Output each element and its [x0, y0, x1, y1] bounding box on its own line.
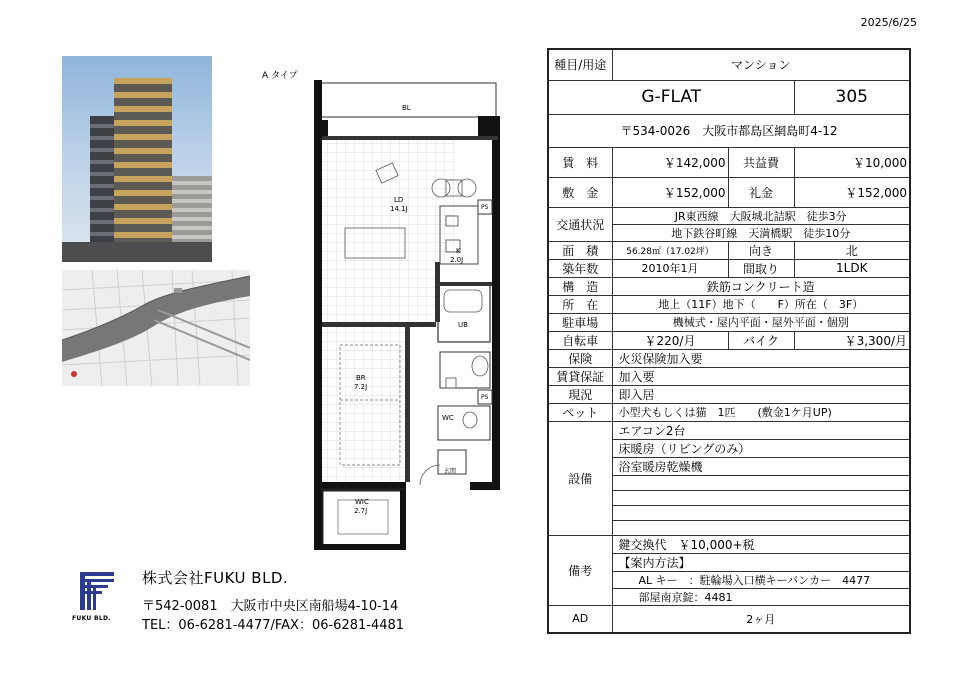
- direction-label: 向き: [728, 241, 794, 259]
- structure-label: 構 造: [548, 277, 612, 295]
- built-label: 築年数: [548, 259, 612, 277]
- layout-value: 1LDK: [794, 259, 910, 277]
- room-br-size: 7.2J: [354, 383, 368, 391]
- key-money-value: ￥152,000: [794, 177, 910, 207]
- plan-type-label: A タイプ: [262, 71, 298, 81]
- transport-line-1: JR東西線 大阪城北詰駅 徒歩3分: [612, 207, 910, 224]
- area-label: 面 積: [548, 241, 612, 259]
- transport-label: 交通状況: [548, 207, 612, 241]
- status-label: 現況: [548, 385, 612, 403]
- room-ld-size: 14.1J: [390, 205, 408, 213]
- key-money-label: 礼金: [728, 177, 794, 207]
- status-value: 即入居: [612, 385, 910, 403]
- room-ps-2: PS: [481, 394, 489, 401]
- room-k-size: 2.0J: [450, 256, 464, 264]
- room-wic-size: 2.7J: [354, 507, 368, 515]
- equipment-item: エアコン2台: [612, 421, 910, 439]
- guarantee-label: 賃貸保証: [548, 367, 612, 385]
- guarantee-value: 加入要: [612, 367, 910, 385]
- bicycle-value: ￥220/月: [612, 331, 728, 349]
- company-address: 〒542-0081 大阪市中央区南船場4-10-14: [142, 599, 399, 614]
- category-label: 種目/用途: [548, 49, 612, 80]
- deposit-value: ￥152,000: [612, 177, 728, 207]
- property-address: 〒534-0026 大阪市都島区網島町4-12: [548, 114, 910, 147]
- equipment-empty: [612, 490, 910, 505]
- remarks-line: 【案内方法】: [612, 553, 910, 571]
- layout-label: 間取り: [728, 259, 794, 277]
- room-br: BR: [356, 374, 366, 382]
- room-entrance: 玄関: [444, 468, 457, 475]
- equipment-item: 床暖房（リビングのみ）: [612, 439, 910, 457]
- company-name: 株式会社FUKU BLD.: [142, 569, 289, 587]
- equipment-empty: [612, 520, 910, 535]
- room-number: 305: [794, 80, 910, 114]
- built-value: 2010年1月: [612, 259, 728, 277]
- parking-label: 駐車場: [548, 313, 612, 331]
- room-ld: LD: [394, 196, 404, 204]
- company-tel: TEL：06-6281-4477/FAX：06-6281-4481: [142, 618, 405, 633]
- equipment-item: 浴室暖房乾燥機: [612, 457, 910, 475]
- floor-value: 地上（11F）地下（ F）所在（ 3F）: [612, 295, 910, 313]
- insurance-value: 火災保険加入要: [612, 349, 910, 367]
- property-info-table: [547, 48, 911, 634]
- room-ub: UB: [458, 321, 468, 329]
- category-value: マンション: [612, 49, 910, 80]
- building-photo: [62, 56, 212, 262]
- area-value: 56.28㎡（17.02坪）: [612, 241, 728, 259]
- pet-label: ペット: [548, 403, 612, 421]
- structure-value: 鉄筋コンクリート造: [612, 277, 910, 295]
- equipment-empty: [612, 475, 910, 490]
- bike-value: ￥3,300/月: [794, 331, 910, 349]
- room-wic: WIC: [355, 498, 369, 506]
- room-k: K: [456, 247, 461, 255]
- rent-value: ￥142,000: [612, 147, 728, 177]
- bicycle-label: 自転車: [548, 331, 612, 349]
- remarks-line: 部屋南京錠：4481: [612, 588, 910, 605]
- direction-value: 北: [794, 241, 910, 259]
- area-map: [62, 270, 250, 386]
- rent-label: 賃 料: [548, 147, 612, 177]
- equipment-label: 設備: [548, 421, 612, 535]
- common-fee-label: 共益費: [728, 147, 794, 177]
- logo-text: FUKU BLD.: [72, 615, 111, 622]
- equipment-empty: [612, 505, 910, 520]
- floor-plan: [300, 80, 520, 550]
- common-fee-value: ￥10,000: [794, 147, 910, 177]
- date: 2025/6/25: [860, 16, 917, 29]
- remarks-line: AL キー ：駐輪場入口横キーバンカー 4477: [612, 571, 910, 588]
- property-name: G-FLAT: [548, 80, 794, 114]
- parking-value: 機械式・屋内平面・屋外平面・個別: [612, 313, 910, 331]
- room-wc: WC: [442, 414, 454, 422]
- transport-line-2: 地下鉄谷町線 天満橋駅 徒歩10分: [612, 224, 910, 241]
- remarks-label: 備考: [548, 535, 612, 605]
- pet-value: 小型犬もしくは猫 1匹 (敷金1ケ月UP): [612, 403, 910, 421]
- deposit-label: 敷 金: [548, 177, 612, 207]
- insurance-label: 保険: [548, 349, 612, 367]
- floor-label: 所 在: [548, 295, 612, 313]
- remarks-line: 鍵交換代 ￥10,000+税: [612, 535, 910, 553]
- ad-value: 2ヶ月: [612, 605, 910, 633]
- ad-label: AD: [548, 605, 612, 633]
- room-bl: BL: [402, 104, 411, 112]
- bike-label: バイク: [728, 331, 794, 349]
- room-ps-1: PS: [481, 204, 489, 211]
